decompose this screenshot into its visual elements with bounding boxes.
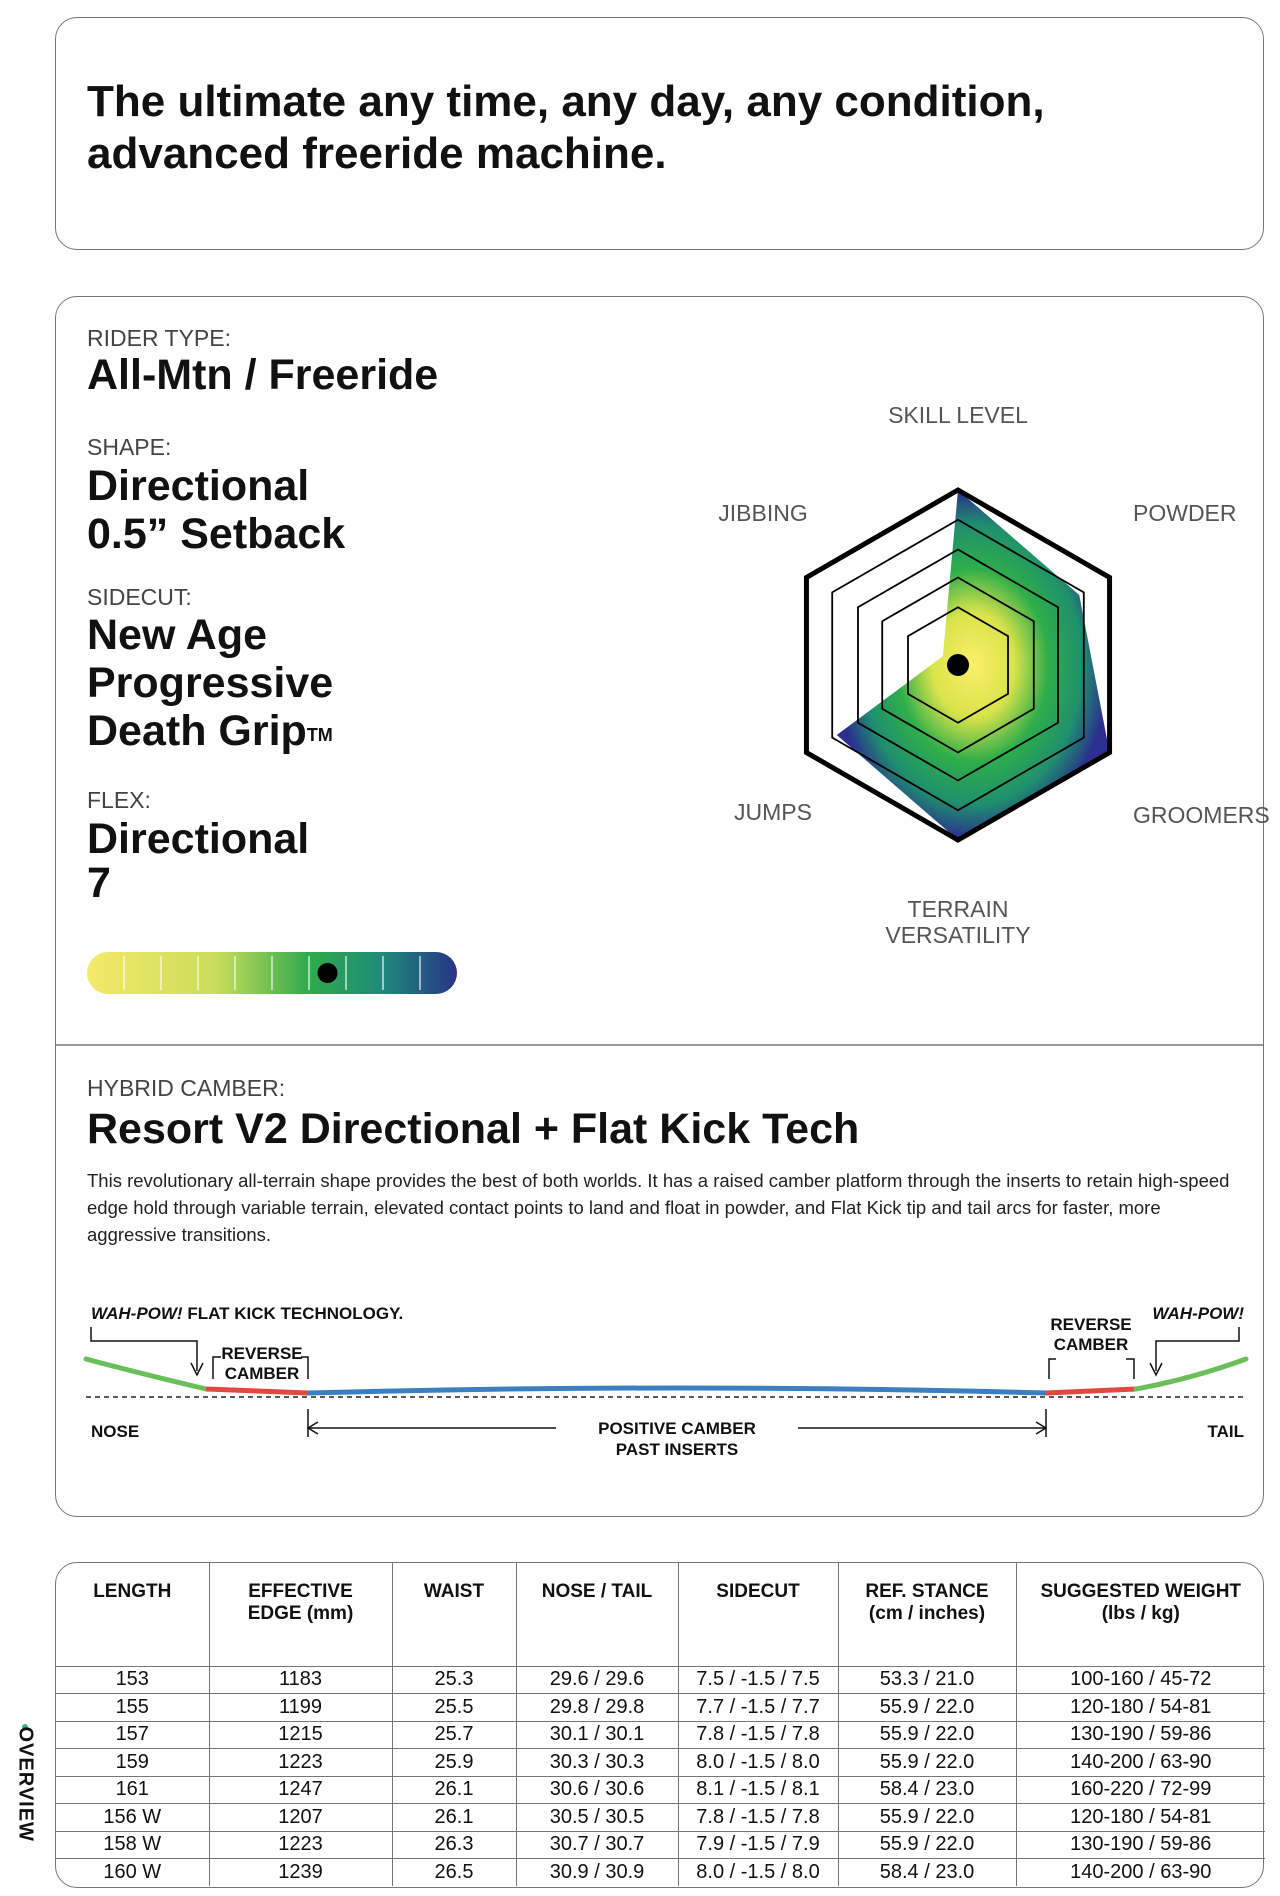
column-header-line1: LENGTH — [93, 1581, 172, 1602]
table-row — [56, 1721, 1265, 1749]
camber-label: HYBRID CAMBER: — [87, 1075, 286, 1101]
table-cell: 55.9 / 22.0 — [838, 1721, 1016, 1749]
radar-label-powder: POWDER — [1133, 500, 1237, 526]
camber-description: This revolutionary all-terrain shape provides the best of both worlds. It has a raised camber platform through the inserts to retain high-speed edge hold through variable terrain, elevated contact points to land and float in powder, and Flat Kick tip and tail arcs for faster, more aggressive transitions. — [87, 1170, 1230, 1245]
section-divider — [56, 1044, 1263, 1046]
table-cell: 30.1 / 30.1 — [516, 1721, 678, 1749]
wah-pow-right: WAH-POW! — [1152, 1304, 1244, 1323]
table-cell: 156 W — [56, 1804, 209, 1832]
table-cell: 26.3 — [392, 1831, 516, 1859]
sizing-table — [56, 1563, 1265, 1886]
column-header-line1: NOSE / TAIL — [541, 1581, 653, 1602]
flex-value-line1: Directional — [87, 815, 310, 863]
radar-center-dot — [947, 654, 969, 676]
radar-label-jumps: JUMPS — [734, 799, 812, 825]
flex-label: FLEX: — [87, 787, 151, 813]
table-cell: 140-200 / 63-90 — [1070, 1861, 1212, 1883]
table-cell: 159 — [56, 1749, 209, 1777]
table-cell: 26.5 — [392, 1859, 516, 1887]
table-header-row — [56, 1563, 1265, 1666]
sidecut-value-text: Death Grip — [87, 707, 307, 755]
rider-type-value: All-Mtn / Freeride — [87, 351, 439, 399]
flat-kick-callout-left — [91, 1304, 403, 1323]
table-cell: 1215 — [209, 1721, 392, 1749]
table-cell: 29.6 / 29.6 — [516, 1666, 678, 1694]
tail-reverse-camber — [1046, 1389, 1136, 1393]
column-header — [678, 1563, 838, 1666]
sizing-table-card — [55, 1562, 1264, 1888]
shape-value-line1: Directional — [87, 462, 310, 510]
nose-flat-kick — [86, 1359, 206, 1389]
reverse-camber-left-line2: CAMBER — [224, 1364, 300, 1383]
table-cell: 7.8 / -1.5 / 7.8 — [678, 1804, 838, 1832]
reverse-camber-left-line1: REVERSE — [221, 1344, 303, 1363]
column-header — [1016, 1563, 1265, 1666]
table-cell: 153 — [56, 1666, 209, 1694]
trademark-mark: TM — [306, 725, 333, 745]
table-cell: 26.1 — [392, 1804, 516, 1832]
table-cell: 30.9 / 30.9 — [516, 1859, 678, 1887]
shape-label: SHAPE: — [87, 434, 172, 460]
table-cell: 25.3 — [392, 1666, 516, 1694]
camber-profile-diagram — [76, 1287, 1256, 1507]
wah-pow-left: WAH-POW! — [91, 1304, 183, 1323]
column-header-line2: EDGE (mm) — [247, 1603, 354, 1624]
shape-value-line2: 0.5” Setback — [87, 510, 346, 558]
radar-label-versatility: VERSATILITY — [885, 922, 1031, 948]
column-header-line1: WAIST — [423, 1581, 485, 1602]
table-cell: 130-190 / 59-86 — [1016, 1831, 1265, 1859]
radar-value-area — [837, 490, 1110, 840]
table-cell: 30.5 / 30.5 — [516, 1804, 678, 1832]
table-cell: 55.9 / 22.0 — [838, 1694, 1016, 1722]
sidecut-label: SIDECUT: — [87, 584, 192, 610]
sidecut-value-line1: New Age — [87, 611, 267, 659]
table-cell: 26.1 — [392, 1776, 516, 1804]
radar-label-skill-level: SKILL LEVEL — [888, 402, 1028, 428]
overview-side-tab[interactable] — [8, 1724, 38, 1884]
table-cell: 29.8 / 29.8 — [516, 1694, 678, 1722]
column-header-line1: EFFECTIVE — [248, 1581, 353, 1602]
table-cell: 140-200 / 63-90 — [1016, 1749, 1265, 1777]
table-cell: 55.9 / 22.0 — [838, 1831, 1016, 1859]
flex-rating-bar — [87, 952, 457, 994]
table-cell: 30.7 / 30.7 — [516, 1831, 678, 1859]
table-cell: 120-180 / 54-81 — [1016, 1804, 1265, 1832]
table-cell: 1239 — [209, 1859, 392, 1887]
table-cell: 1247 — [209, 1776, 392, 1804]
column-header — [838, 1563, 1016, 1666]
table-cell: 55.9 / 22.0 — [838, 1749, 1016, 1777]
table-row — [56, 1859, 1265, 1887]
tail-flat-kick — [1136, 1359, 1246, 1389]
rider-type-label: RIDER TYPE: — [87, 325, 231, 351]
sidecut-value-line3 — [87, 707, 333, 755]
column-header-line2: (lbs / kg) — [1101, 1603, 1180, 1624]
table-cell: 7.8 / -1.5 / 7.8 — [678, 1721, 838, 1749]
column-header — [392, 1563, 516, 1666]
flex-value-line2: 7 — [87, 859, 111, 907]
table-cell: 58.4 / 23.0 — [838, 1776, 1016, 1804]
table-cell: 157 — [56, 1721, 209, 1749]
radar-label-jibbing: JIBBING — [718, 500, 808, 526]
radar-label-terrain: TERRAIN — [907, 896, 1009, 922]
table-cell: 25.7 — [392, 1721, 516, 1749]
column-header — [209, 1563, 392, 1666]
table-cell: 1199 — [209, 1694, 392, 1722]
tail-label: TAIL — [1207, 1422, 1244, 1441]
column-header — [516, 1563, 678, 1666]
table-row — [56, 1749, 1265, 1777]
table-body — [56, 1666, 1265, 1886]
table-cell: 1207 — [209, 1804, 392, 1832]
table-cell: 53.3 / 21.0 — [838, 1666, 1016, 1694]
table-cell: 58.4 / 23.0 — [838, 1859, 1016, 1887]
table-cell: 120-180 / 54-81 — [1016, 1694, 1265, 1722]
table-cell: 8.0 / -1.5 / 8.0 — [678, 1859, 838, 1887]
nose-label: NOSE — [91, 1422, 140, 1441]
radar-label-groomers: GROOMERS — [1133, 802, 1270, 828]
table-cell: 160-220 / 72-99 — [1016, 1776, 1265, 1804]
table-row — [56, 1804, 1265, 1832]
table-cell: 7.9 / -1.5 / 7.9 — [678, 1831, 838, 1859]
table-cell: 161 — [56, 1776, 209, 1804]
positive-camber — [308, 1388, 1046, 1393]
flex-rating-marker — [318, 963, 338, 983]
table-cell: 7.5 / -1.5 / 7.5 — [678, 1666, 838, 1694]
column-header-line1: SUGGESTED WEIGHT — [1040, 1581, 1242, 1602]
table-cell: 55.9 / 22.0 — [838, 1804, 1016, 1832]
table-cell: 1223 — [209, 1831, 392, 1859]
reverse-camber-right-line1: REVERSE — [1050, 1315, 1132, 1334]
nose-reverse-camber — [206, 1389, 308, 1393]
table-row — [56, 1831, 1265, 1859]
column-header-line1: REF. STANCE — [865, 1581, 989, 1602]
specs-card — [55, 296, 1270, 1517]
camber-title: Resort V2 Directional + Flat Kick Tech — [87, 1105, 860, 1153]
column-header-line1: SIDECUT — [716, 1581, 800, 1602]
table-cell: 8.0 / -1.5 / 8.0 — [678, 1749, 838, 1777]
ride-characteristics-radar — [596, 337, 1270, 948]
tagline: The ultimate any time, any day, any condition, advanced freeride machine. — [87, 77, 1045, 178]
table-row — [56, 1666, 1265, 1694]
table-cell: 8.1 / -1.5 / 8.1 — [678, 1776, 838, 1804]
table-cell: 30.6 / 30.6 — [516, 1776, 678, 1804]
reverse-camber-right-line2: CAMBER — [1053, 1335, 1129, 1354]
table-cell: 30.3 / 30.3 — [516, 1749, 678, 1777]
table-cell: 100-160 / 45-72 — [1016, 1666, 1265, 1694]
table-cell: 7.7 / -1.5 / 7.7 — [678, 1694, 838, 1722]
table-cell: 160 W — [56, 1859, 209, 1887]
column-header — [56, 1563, 209, 1666]
table-cell: 155 — [56, 1694, 209, 1722]
table-cell: 1223 — [209, 1749, 392, 1777]
column-header-line2: (cm / inches) — [868, 1603, 986, 1624]
tagline-card — [55, 17, 1264, 250]
table-row — [56, 1694, 1265, 1722]
positive-camber-line2: PAST INSERTS — [615, 1440, 739, 1459]
table-cell: 1183 — [209, 1666, 392, 1694]
sidecut-value-line2: Progressive — [87, 659, 334, 707]
table-cell: 130-190 / 59-86 — [1016, 1721, 1265, 1749]
flat-kick-technology: FLAT KICK TECHNOLOGY. — [182, 1304, 404, 1323]
positive-camber-line1: POSITIVE CAMBER — [598, 1419, 756, 1438]
table-cell: 25.9 — [392, 1749, 516, 1777]
table-cell: 158 W — [56, 1831, 209, 1859]
table-row — [56, 1776, 1265, 1804]
table-cell: 25.5 — [392, 1694, 516, 1722]
side-tab-label: OVERVIEW — [14, 1726, 37, 1842]
